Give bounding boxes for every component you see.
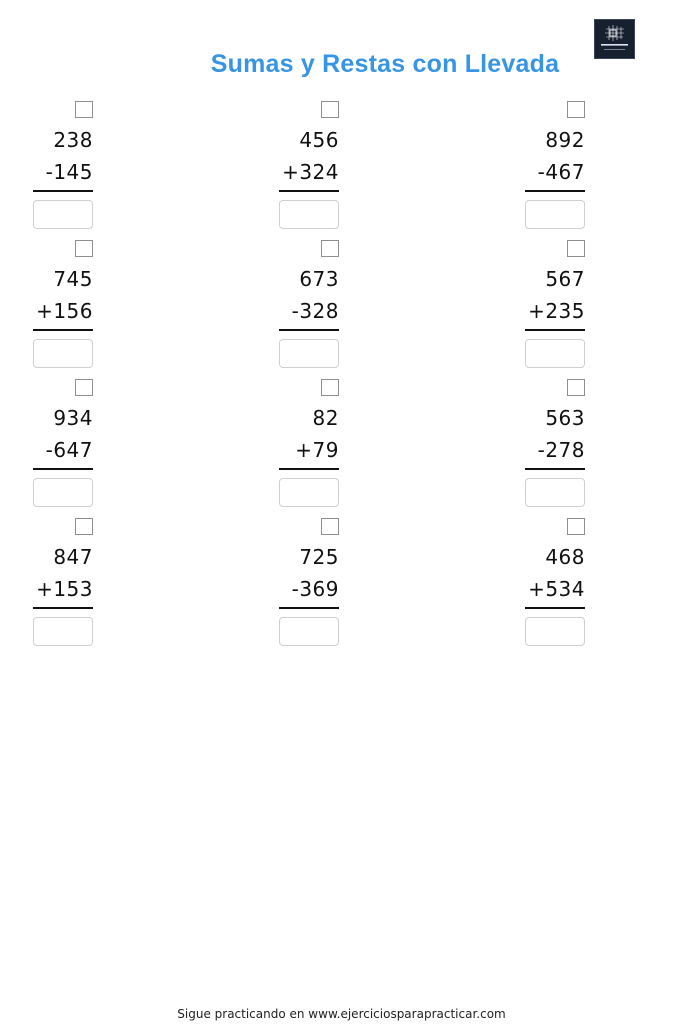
exercise-checkbox[interactable] — [567, 379, 585, 396]
sum-line — [525, 190, 585, 192]
first-operand: 673 — [299, 267, 339, 291]
exercise-checkbox[interactable] — [567, 101, 585, 118]
exercise-2 — [279, 101, 339, 243]
exercise-10 — [33, 518, 93, 660]
first-operand: 745 — [53, 267, 93, 291]
second-operand: +324 — [282, 160, 339, 184]
exercise-checkbox[interactable] — [321, 518, 339, 535]
exercise-checkbox[interactable] — [75, 518, 93, 535]
second-operand: +79 — [295, 438, 339, 462]
second-operand: -647 — [45, 438, 93, 462]
exercise-5 — [279, 240, 339, 382]
answer-input[interactable] — [525, 200, 585, 229]
first-operand: 725 — [299, 545, 339, 569]
sum-line — [33, 468, 93, 470]
sum-line — [525, 468, 585, 470]
second-operand: -328 — [291, 299, 339, 323]
footer-text: Sigue practicando en www.ejerciciosparapracticar.com — [177, 1007, 506, 1021]
second-operand: -369 — [291, 577, 339, 601]
answer-input[interactable] — [279, 200, 339, 229]
sum-line — [33, 607, 93, 609]
exercise-1 — [33, 101, 93, 243]
sum-line — [525, 329, 585, 331]
answer-input[interactable] — [33, 200, 93, 229]
exercise-4 — [33, 240, 93, 382]
sum-line — [33, 190, 93, 192]
second-operand: +153 — [36, 577, 93, 601]
sum-line — [33, 329, 93, 331]
exercise-checkbox[interactable] — [321, 379, 339, 396]
answer-input[interactable] — [279, 617, 339, 646]
first-operand: 456 — [299, 128, 339, 152]
second-operand: -467 — [537, 160, 585, 184]
first-operand: 468 — [545, 545, 585, 569]
sum-line — [525, 607, 585, 609]
first-operand: 934 — [53, 406, 93, 430]
exercise-checkbox[interactable] — [321, 101, 339, 118]
answer-input[interactable] — [525, 478, 585, 507]
exercise-checkbox[interactable] — [567, 240, 585, 257]
answer-input[interactable] — [525, 339, 585, 368]
first-operand: 82 — [312, 406, 339, 430]
exercise-9 — [525, 379, 585, 521]
logo — [594, 19, 635, 59]
exercise-checkbox[interactable] — [75, 101, 93, 118]
answer-input[interactable] — [33, 617, 93, 646]
first-operand: 847 — [53, 545, 93, 569]
exercise-11 — [279, 518, 339, 660]
sum-line — [279, 329, 339, 331]
second-operand: -145 — [45, 160, 93, 184]
exercise-checkbox[interactable] — [75, 240, 93, 257]
first-operand: 563 — [545, 406, 585, 430]
answer-input[interactable] — [525, 617, 585, 646]
first-operand: 567 — [545, 267, 585, 291]
exercise-checkbox[interactable] — [321, 240, 339, 257]
exercise-12 — [525, 518, 585, 660]
second-operand: +534 — [528, 577, 585, 601]
exercise-8 — [279, 379, 339, 521]
exercise-6 — [525, 240, 585, 382]
first-operand: 892 — [545, 128, 585, 152]
second-operand: +235 — [528, 299, 585, 323]
exercise-7 — [33, 379, 93, 521]
sum-line — [279, 468, 339, 470]
answer-input[interactable] — [33, 478, 93, 507]
answer-input[interactable] — [279, 478, 339, 507]
sum-line — [279, 190, 339, 192]
page-title: Sumas y Restas con Llevada — [210, 50, 560, 78]
exercise-3 — [525, 101, 585, 243]
exercise-checkbox[interactable] — [75, 379, 93, 396]
answer-input[interactable] — [279, 339, 339, 368]
second-operand: -278 — [537, 438, 585, 462]
second-operand: +156 — [36, 299, 93, 323]
exercise-checkbox[interactable] — [567, 518, 585, 535]
sum-line — [279, 607, 339, 609]
first-operand: 238 — [53, 128, 93, 152]
answer-input[interactable] — [33, 339, 93, 368]
